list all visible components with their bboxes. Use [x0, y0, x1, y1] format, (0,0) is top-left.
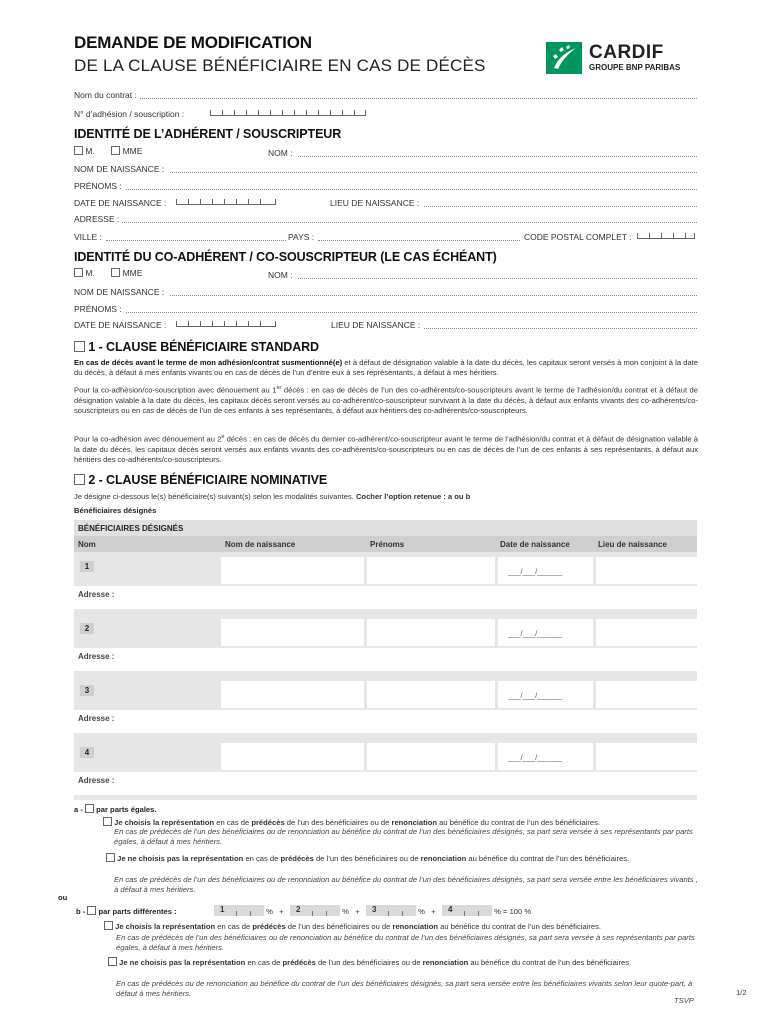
clause2-heading [74, 473, 327, 487]
adherent-firstnames-field[interactable] [126, 189, 697, 190]
contract-name-label: Nom du contrat : [74, 90, 137, 100]
part-3-num: 3 [372, 905, 377, 914]
clause2-checkbox[interactable] [74, 474, 85, 485]
clause1-paragraph3 [74, 432, 698, 465]
adherent-birthplace-field[interactable] [424, 206, 697, 207]
adherent-birthdate-field[interactable] [176, 196, 276, 205]
option-b-prefix: b - [76, 907, 86, 916]
co-mme-checkbox[interactable] [111, 268, 120, 277]
option-b-choice1-note: En cas de prédécès de l’un des bénéficiaires ou de renonciation au bénéfice du contrat de l’un des bénéficiaires désignés, sa part sera versée à ses représentants par parts égales, à défaut à mes héritiers. [116, 933, 695, 952]
table-row [74, 614, 697, 676]
part-2-num: 2 [296, 905, 301, 914]
option-a-prefix: a - [74, 805, 83, 814]
option-a-checkbox[interactable] [85, 804, 94, 813]
a2-bold3: renonciation [420, 854, 467, 863]
a1-bold: Je choisis la représentation [114, 818, 215, 827]
row-firstnames-cell[interactable] [367, 681, 495, 708]
clause1-p3-a: Pour la co-adhésion avec dénouement au 2 [74, 434, 222, 444]
part-1-field[interactable] [214, 905, 264, 916]
co-mme-label: MME [122, 268, 143, 278]
row-birthplace-cell[interactable] [596, 681, 697, 708]
clause2-intro-bold: Cocher l’option retenue : a ou b [355, 492, 471, 501]
parts-total: % = 100 % [494, 907, 532, 916]
a1-mid2: de l’un des bénéficiaires ou de [284, 818, 392, 827]
clause1-heading [74, 340, 319, 354]
b1-bold2: prédécès [252, 922, 286, 931]
col-date-naissance: Date de naissance [500, 540, 570, 549]
mme-checkbox[interactable] [111, 146, 120, 155]
b1-end: au bénéfice du contrat de l’un des bénéficiaires. [438, 922, 602, 931]
form-subtitle: DE LA CLAUSE BÉNÉFICIAIRE EN CAS DE DÉCÈS [74, 56, 486, 75]
option-b-checkbox[interactable] [87, 906, 96, 915]
row-address-label: Adresse : [78, 590, 115, 599]
table-header [74, 536, 697, 552]
row-birthname-cell[interactable] [221, 557, 364, 584]
a1-end: au bénéfice du contrat de l’un des bénéficiaires. [437, 818, 601, 827]
b1-mid: en cas de [215, 922, 253, 931]
beneficiaries-table [74, 520, 697, 800]
adherent-city-label: VILLE : [74, 232, 102, 242]
option-b-parts [214, 905, 531, 917]
clause1-title: 1 - CLAUSE BÉNÉFICIAIRE STANDARD [88, 340, 319, 354]
a2-end: au bénéfice du contrat de l’un des bénéficiaires. [466, 854, 630, 863]
clause1-paragraph2 [74, 383, 698, 416]
row-firstnames-cell[interactable] [367, 743, 495, 770]
coadherent-birthname-field[interactable] [170, 295, 697, 296]
adherent-city-field[interactable] [106, 240, 286, 241]
clause1-paragraph1 [74, 358, 698, 378]
clause2-intro-text: Je désigne ci-dessous le(s) bénéficiaire(s) suivant(s) selon les modalités suivantes. [74, 492, 354, 501]
adherent-firstnames-label: PRÉNOMS : [74, 181, 122, 191]
clause1-checkbox[interactable] [74, 341, 85, 352]
a1-mid: en cas de [214, 818, 252, 827]
row-number: 4 [80, 747, 94, 758]
page-number: 1/2 [736, 988, 747, 997]
a1-bold2: prédécès [251, 818, 285, 827]
row-number: 3 [80, 685, 94, 696]
mr-label: M. [85, 146, 95, 156]
option-a-choice2 [106, 853, 698, 864]
part-3-field[interactable] [366, 905, 416, 916]
option-a-choice1-checkbox[interactable] [103, 817, 112, 826]
adherent-postcode-label: CODE POSTAL COMPLET : [524, 232, 632, 242]
adherent-country-field[interactable] [318, 240, 520, 241]
row-firstnames-cell[interactable] [367, 619, 495, 646]
row-birthname-cell[interactable] [221, 619, 364, 646]
option-b-label: par parts différentes : [98, 907, 177, 916]
part-1-num: 1 [220, 905, 225, 914]
option-b-choice2 [108, 957, 698, 968]
part-2-field[interactable] [290, 905, 340, 916]
b1-bold3: renonciation [392, 922, 439, 931]
option-a-choice2-note: En cas de prédécès de l’un des bénéficiaires ou de renonciation au bénéfice du contrat de l’un des bénéficiaires désignés, sa part sera versée entre les bénéficiaires vivants , à défaut à mes héritiers. [114, 875, 698, 894]
cardif-logo-icon [546, 42, 582, 74]
coadherent-firstnames-field[interactable] [126, 312, 697, 313]
row-address-cell[interactable] [74, 710, 697, 733]
row-address-label: Adresse : [78, 652, 115, 661]
row-address-label: Adresse : [78, 714, 115, 723]
adherent-country-label: PAYS : [288, 232, 315, 242]
adherent-birthplace-label: LIEU DE NAISSANCE : [330, 198, 420, 208]
adherent-civility [74, 146, 142, 156]
option-a-choice2-checkbox[interactable] [106, 853, 115, 862]
clause1-p1-rest: et à défaut de désignation valable à la date du décès, les capitaux seront versés à mon conjoint à la date du décès, à défaut à mes enfants vivants ou en cas de décès de l’un d’entre eux à ses représentants, à défaut à mes héritiers. [74, 358, 699, 377]
b2-mid2: de l’un des bénéficiaires ou de [315, 958, 423, 967]
coadherent-birthdate-field[interactable] [176, 318, 276, 327]
coadherent-nom-field[interactable] [298, 278, 697, 279]
part-4-field[interactable] [442, 905, 492, 916]
row-birthplace-cell[interactable] [596, 619, 697, 646]
col-lieu-naissance: Lieu de naissance [598, 540, 667, 549]
b2-bold2: prédécès [282, 958, 316, 967]
a2-bold2: prédécès [280, 854, 314, 863]
tsvp-label: TSVP [674, 996, 694, 1005]
form-title: DEMANDE DE MODIFICATION [74, 33, 312, 52]
row-date-placeholder: ___/___/______ [508, 567, 563, 576]
col-nom-naissance: Nom de naissance [225, 540, 296, 549]
adherent-birthname-field[interactable] [170, 172, 697, 173]
coadherent-birthplace-field[interactable] [424, 328, 697, 329]
mme-label: MME [122, 146, 143, 156]
row-firstnames-cell[interactable] [367, 557, 495, 584]
b2-bold3: renonciation [422, 958, 469, 967]
contract-name-field[interactable] [140, 98, 697, 99]
row-number: 1 [80, 561, 94, 572]
or-label: ou [58, 893, 68, 902]
adherent-address-label: ADRESSE : [74, 214, 120, 224]
coadherent-firstnames-label: PRÉNOMS : [74, 304, 122, 314]
coadherent-birthplace-label: LIEU DE NAISSANCE : [331, 320, 421, 330]
option-b-choice1 [104, 921, 698, 932]
plus-1: + [279, 907, 284, 916]
adherent-birthname-label: NOM DE NAISSANCE : [74, 164, 165, 174]
option-a-label: par parts égales. [96, 805, 157, 814]
adherent-address-field[interactable] [122, 222, 697, 223]
coadherent-heading: IDENTITÉ DU CO-ADHÉRENT / CO-SOUSCRIPTEUR (LE CAS ÉCHÉANT) [74, 250, 497, 264]
part-2-pct: % [342, 907, 349, 916]
adherent-postcode-field[interactable] [637, 230, 695, 239]
option-b-choice2-note: En cas de prédécès ou de renonciation au bénéfice du contrat de l’un des bénéficiaires désignés, sa part sera versée entre les bénéficiaires vivants selon leur quote-part, à défaut à mes héritiers. [116, 979, 693, 998]
clause2-designes: Bénéficiaires désignés [74, 506, 157, 515]
col-prenoms: Prénoms [370, 540, 405, 549]
b1-bold: Je choisis la représentation [115, 922, 216, 931]
part-4-num: 4 [448, 905, 453, 914]
clause1-p2-b: décès : en cas de décès de l’un des co-adhérents/co-souscripteurs avant le terme de l’adhésion/du contrat et à défaut de désignation valable à la date du décès, les capitaux décès seront versés au co-adhérent/co-souscripteur survivant à la date du décès, à défaut aux enfants vivants des co-adhérents/co-souscripteurs ou en cas de décès de l’un de ces enfants à ses représentants, à défaut aux héritiers des co-adhérents/co-souscripteurs. [74, 385, 699, 415]
adherent-heading: IDENTITÉ DE L’ADHÉRENT / SOUSCRIPTEUR [74, 127, 342, 141]
table-title: BÉNÉFICIAIRES DÉSIGNÉS [74, 520, 697, 536]
clause2-intro [74, 492, 470, 502]
mr-checkbox[interactable] [74, 146, 83, 155]
a2-mid2: de l’un des bénéficiaires ou de [313, 854, 421, 863]
plus-2: + [355, 907, 360, 916]
option-a [74, 804, 156, 815]
plus-3: + [431, 907, 436, 916]
table-row [74, 676, 697, 738]
table-row [74, 552, 697, 614]
a2-mid: en cas de [243, 854, 281, 863]
adherent-birthdate-label: DATE DE NAISSANCE : [74, 198, 167, 208]
row-address-cell[interactable] [74, 772, 697, 795]
row-birthname-cell[interactable] [221, 681, 364, 708]
row-birthname-cell[interactable] [221, 743, 364, 770]
option-b [76, 906, 177, 917]
coadherent-civility [74, 268, 142, 278]
b1-mid2: de l’un des bénéficiaires ou de [285, 922, 393, 931]
part-1-pct: % [266, 907, 273, 916]
co-mr-label: M. [85, 268, 95, 278]
logo-brand: CARDIF [589, 42, 664, 63]
table-row [74, 738, 697, 800]
coadherent-birthdate-label: DATE DE NAISSANCE : [74, 320, 167, 330]
option-b-choice2-checkbox[interactable] [108, 957, 117, 966]
clause1-p2-sup: er [276, 385, 282, 391]
co-mr-checkbox[interactable] [74, 268, 83, 277]
part-3-pct: % [418, 907, 425, 916]
b2-bold: Je ne choisis pas la représentation [119, 958, 246, 967]
a2-bold: Je ne choisis pas la représentation [117, 854, 244, 863]
adhesion-number-field[interactable] [210, 107, 366, 116]
row-birthplace-cell[interactable] [596, 557, 697, 584]
b2-mid: en cas de [245, 958, 283, 967]
coadherent-nom-label: NOM : [268, 270, 293, 280]
clause2-title: 2 - CLAUSE BÉNÉFICIAIRE NOMINATIVE [88, 473, 328, 487]
col-nom: Nom [78, 540, 96, 549]
adherent-nom-label: NOM : [268, 148, 293, 158]
row-birthplace-cell[interactable] [596, 743, 697, 770]
clause1-p2-a: Pour la co-adhésion/co-souscription avec dénouement au 1 [74, 385, 277, 395]
adhesion-number-label: N° d’adhésion / souscription : [74, 109, 185, 119]
row-date-placeholder: ___/___/______ [508, 753, 563, 762]
option-b-choice1-checkbox[interactable] [104, 921, 113, 930]
b2-end: au bénéfice du contrat de l’un des bénéficiaires. [468, 958, 632, 967]
clause1-p3-sup: e [221, 434, 225, 440]
row-address-label: Adresse : [78, 776, 115, 785]
row-date-placeholder: ___/___/______ [508, 691, 563, 700]
logo-group: GROUPE BNP PARIBAS [589, 63, 681, 72]
option-a-choice1-note: En cas de prédécès de l’un des bénéficiaires ou de renonciation au bénéfice du contrat de l’un des bénéficiaires désignés, sa part sera versée à ses représentants par parts égales, à défaut à mes héritiers. [114, 827, 693, 846]
a1-bold3: renonciation [391, 818, 438, 827]
coadherent-birthname-label: NOM DE NAISSANCE : [74, 287, 165, 297]
row-address-cell[interactable] [74, 648, 697, 671]
clause1-p1-bold: En cas de décès avant le terme de mon adhésion/contrat susmentionné(e) [74, 358, 343, 367]
row-address-cell[interactable] [74, 586, 697, 609]
row-number: 2 [80, 623, 94, 634]
adherent-nom-field[interactable] [298, 156, 697, 157]
clause1-p3-b: décès : en cas de décès du dernier co-adhérent/co-souscripteur avant le terme de l’adhésion/du contrat et à défaut de désignation valable à la date du décès, les capitaux décès seront versés aux enfants vivants des co-adhérents/co-souscripteurs ou en cas de décès de l’un de ces enfants à ses représentants, à défaut aux héritiers des co-adhérents/co-souscripteurs. [74, 434, 698, 464]
row-date-placeholder: ___/___/______ [508, 629, 563, 638]
